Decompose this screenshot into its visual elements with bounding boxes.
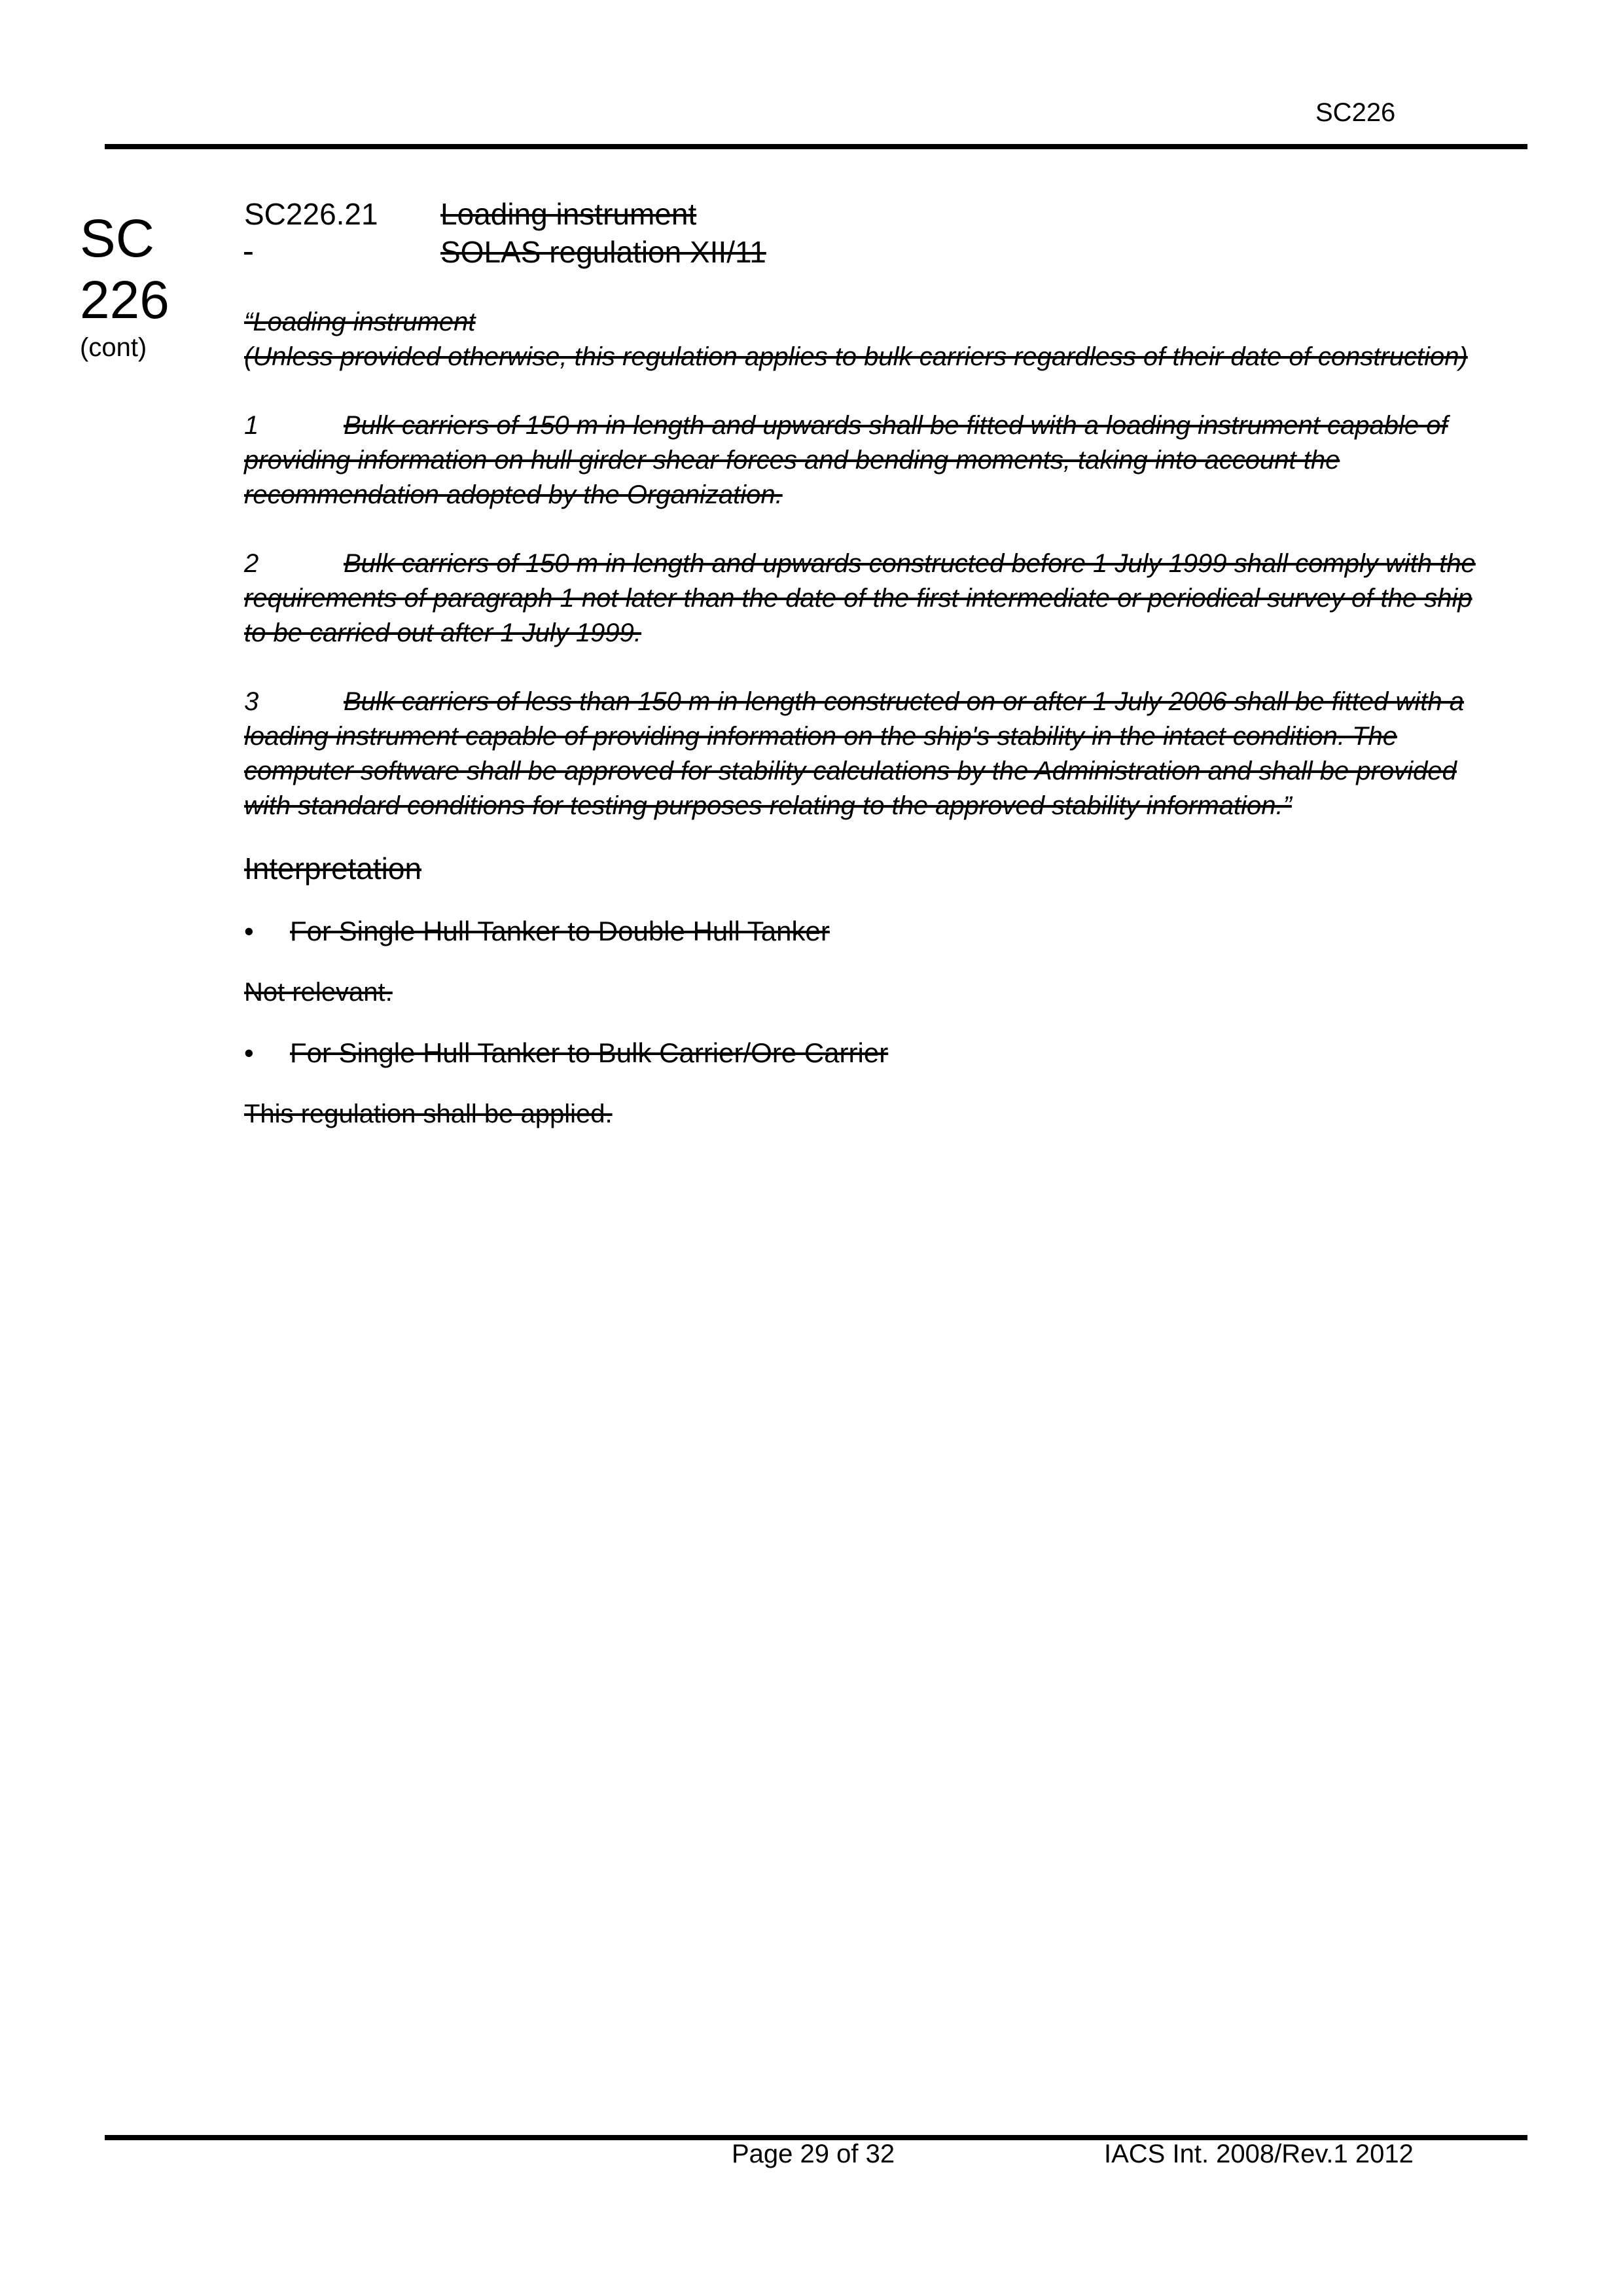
document-reference: IACS Int. 2008/Rev.1 2012 [1104,2140,1414,2168]
paragraph-number: 2 [244,549,259,578]
regulation-paragraph [244,547,1488,651]
spacer [244,512,1488,547]
interpretation-text: Not relevant. [244,978,393,1007]
main-content [244,195,1488,1131]
side-label [80,208,169,364]
spacer [244,1071,1488,1097]
regulation-paragraph [244,685,1488,823]
section-subtitle-row [244,233,1488,271]
spacer [244,949,1488,975]
interpretation-heading: Interpretation [244,852,422,886]
paragraph-number: 1 [244,411,259,440]
side-label-cont: (cont) [80,333,147,362]
spacer [244,1009,1488,1035]
paragraph-text: Bulk carriers of less than 150 m in length constructed on or after 1 July 2006 shall be fitted with a loading instrument capable of providing information on the ship's stability in the intact condition. The computer software shall be approved for stability calculations by the Administration and shall be provided with standard conditions for testing purposes relating to the approved stability information.” [244,687,1465,820]
interpretation-bullet [244,1035,1488,1071]
interpretation-text: This regulation shall be applied. [244,1100,613,1128]
bullet-text: For Single Hull Tanker to Bulk Carrier/Ore Carrier [290,1037,889,1068]
spacer [244,823,1488,850]
spacer [244,888,1488,914]
subtitle-indent [244,233,440,271]
paragraph-number: 3 [244,687,259,716]
bullet-text: For Single Hull Tanker to Double Hull Tanker [290,916,830,946]
paragraph-text: Bulk carriers of 150 m in length and upwards constructed before 1 July 1999 shall comply with the requirements of paragraph 1 not later than the date of the first intermediate or periodical survey of the ship to be carried out after 1 July 1999. [244,549,1476,647]
header-code: SC226 [1315,98,1396,127]
spacer [244,374,1488,408]
side-label-number: 226 [80,270,169,330]
interpretation-bullet [244,914,1488,949]
section-title-row [244,195,1488,233]
page-number: Page 29 of 32 [732,2140,895,2168]
header-rule [105,144,1527,149]
spacer [244,271,1488,305]
regulation-paragraph [244,408,1488,512]
section-number: SC226.21 [244,197,378,231]
bullet-dot-icon: • [244,916,254,946]
side-label-sc: SC [80,209,154,268]
paragraph-text: Bulk carriers of 150 m in length and upwards shall be fitted with a loading instrument capable of providing information on hull girder shear forces and bending moments, taking into account the recommendation adopted by the Organization. [244,411,1448,509]
regulation-scope: (Unless provided otherwise, this regulation applies to bulk carriers regardless of their date of construction) [244,342,1468,371]
spacer [244,651,1488,685]
bullet-dot-icon: • [244,1037,254,1068]
regulation-heading: “Loading instrument [244,308,476,336]
section-subtitle: SOLAS regulation XII/11 [440,235,766,269]
section-title: Loading instrument [440,197,697,231]
